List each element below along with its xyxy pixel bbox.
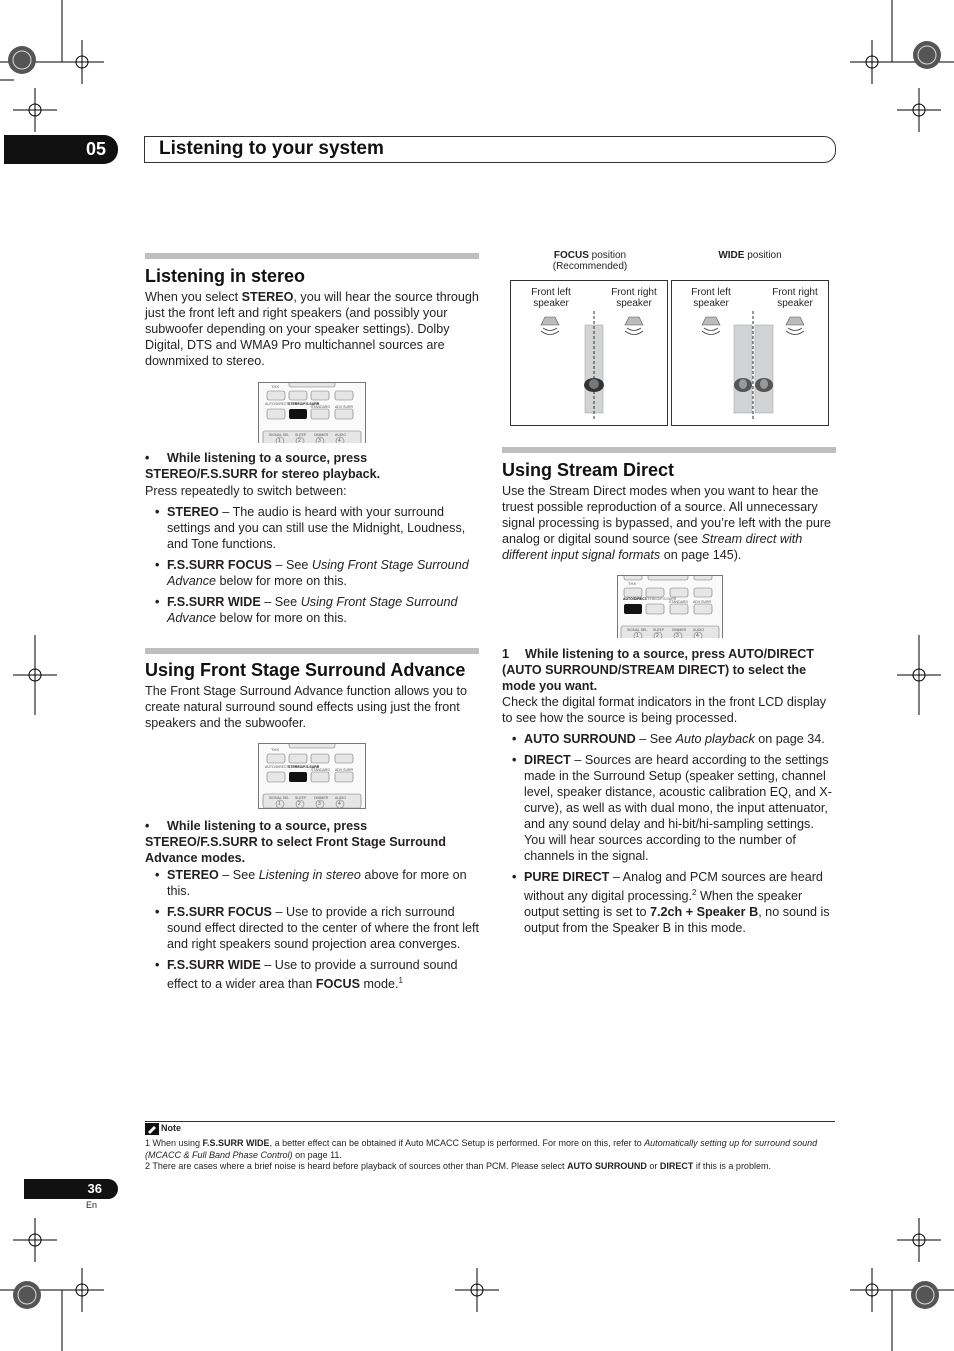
remote-num-4: 4 — [696, 633, 699, 638]
left-column — [145, 253, 479, 997]
chapter-number-tab — [4, 135, 118, 164]
front-right-speaker-label: Front right speaker — [611, 287, 657, 309]
list-item: • DIRECT – Sources are heard according to the settings made in the Surround Setup (speaker setting, channel level, speaker distance, acoustic calibration EQ, and X-curve), as well as with dual mono, the input attenuator, and any sound delay and hi-bit/hi-sampling settings. You will hear sources according to the number of channels in the signal. — [502, 752, 836, 864]
remote-label-signal-sel: SIGNAL SEL — [269, 433, 290, 437]
note-1: 1 When using F.S.SURR WIDE, a better effect can be obtained if Auto MCACC Setup is performed. For more on this, refer to Automatically setting up for surround sound (MCACC & Full Band Phase Control) on page 11. — [145, 1138, 818, 1160]
remote-label-auto-direct: AUTO/DIRECT — [265, 765, 289, 769]
remote-label-standard: STANDARD — [311, 405, 330, 409]
focus-position-label: FOCUS position (Recommended) — [552, 250, 628, 272]
remote-num-4: 4 — [338, 438, 341, 443]
remote-label-standard: STANDARD — [669, 600, 688, 604]
remote-num-2: 2 — [298, 438, 301, 443]
section-title-stream-direct: Using Stream Direct — [502, 460, 675, 480]
remote-num-1: 1 — [636, 633, 639, 638]
remote-label-adv-surr: ADV SURR — [335, 405, 354, 409]
remote-label-sleep: SLEEP — [653, 628, 665, 632]
remote-num-1: 1 — [278, 438, 281, 443]
remote-num-3: 3 — [318, 801, 321, 807]
section-bar — [145, 648, 479, 654]
language-code: En — [86, 1200, 98, 1210]
remote-label-dimmer: DIMMER — [314, 796, 329, 800]
fssa-step: • While listening to a source, press STEREO/F.S.SURR to select Front Stage Surround Advance modes. — [145, 819, 446, 865]
focus-position-diagram — [510, 280, 668, 426]
wide-position-label: WIDE position — [718, 250, 782, 261]
list-item: • AUTO SURROUND – See Auto playback on page 34. — [502, 731, 836, 747]
front-left-speaker-label: Front left speaker — [691, 287, 731, 309]
stereo-bullets — [145, 504, 479, 626]
list-item: • STEREO – The audio is heard with your surround settings and you can still use the Midnight, Loudness, and Tone functions. — [145, 504, 479, 552]
front-left-speaker-label: Front left speaker — [531, 287, 571, 309]
remote-label-audio: AUDIO — [693, 628, 705, 632]
fssa-bullets — [145, 867, 479, 992]
section-title-fssa: Using Front Stage Surround Advance — [145, 660, 466, 680]
remote-label-adv-surr: ADV SURR — [693, 600, 712, 604]
notes-rule — [145, 1121, 835, 1122]
remote-label-dimmer: DIMMER — [672, 628, 687, 632]
list-item: • PURE DIRECT – Analog and PCM sources are heard without any digital processing.$^2$ When the speaker output setting is set to 7.2ch + Speaker B, no sound is output from the Speaker B in this mode. — [502, 869, 836, 936]
chapter-number: 05 — [85, 139, 106, 159]
remote-label-dimmer: DIMMER — [314, 433, 329, 437]
chapter-title-bar — [144, 136, 836, 163]
speaker-sound-diagram — [672, 281, 828, 425]
list-item: • F.S.SURR FOCUS – See Using Front Stage Surround Advance below for more on this. — [145, 557, 479, 589]
remote-label-standard: STANDARD — [311, 768, 330, 772]
remote-num-3: 3 — [676, 633, 679, 638]
list-item: • F.S.SURR WIDE – See Using Front Stage Surround Advance below for more on this. — [145, 594, 479, 626]
note-heading: Note — [145, 1123, 837, 1135]
list-item: • STEREO – See Listening in stereo above for more on this. — [145, 867, 479, 899]
notes — [145, 1123, 837, 1173]
fssa-intro: The Front Stage Surround Advance function allows you to create natural surround sound effects using just the front speakers and the subwoofer. — [145, 684, 468, 730]
remote-num-4: 4 — [338, 801, 341, 807]
speaker-sound-diagram — [511, 281, 667, 425]
remote-control-illustration — [258, 743, 366, 809]
remote-label-thx: THX — [271, 747, 279, 752]
stream-bullets — [502, 731, 836, 936]
remote-label-thx: THX — [628, 581, 636, 586]
remote-label-auto-direct: AUTO/DIRECT — [623, 597, 647, 601]
remote-num-3: 3 — [318, 438, 321, 443]
remote-label-stereo-fssurr: STEREO/F.S.SURR — [645, 597, 677, 601]
list-item: • F.S.SURR WIDE – Use to provide a surround sound effect to a wider area than FOCUS mode.$^1$ — [145, 957, 479, 992]
front-right-speaker-label: Front right speaker — [772, 287, 818, 309]
note-icon — [145, 1123, 159, 1135]
remote-label-stereo-fssurr: STEREO/F.S.SURR — [288, 402, 320, 406]
stereo-press-text: Press repeatedly to switch between: — [145, 484, 347, 498]
stereo-intro: When you select STEREO, you will hear the source through just the front left and right speakers (and possibly your subwoofer depending on your speaker settings). Dolby Digital, DTS and WMA9 Pro multichannel sources are downmixed to stereo. — [145, 290, 479, 368]
speaker-icon — [541, 317, 643, 325]
note-2: 2 There are cases where a brief noise is heard before playback of sources other than PCM. Please select AUTO SURROUND or DIRECT if this is a problem. — [145, 1161, 771, 1171]
remote-label-auto-direct: AUTO/DIRECT — [265, 402, 289, 406]
right-column — [502, 447, 836, 941]
remote-label-audio: AUDIO — [335, 433, 347, 437]
remote-control-illustration — [258, 382, 366, 443]
remote-num-2: 2 — [656, 633, 659, 638]
remote-num-1: 1 — [278, 801, 281, 807]
chapter-title: Listening to your system — [159, 138, 384, 159]
remote-num-2: 2 — [298, 801, 301, 807]
page-number-tab — [24, 1179, 118, 1199]
remote-label-adv-surr: ADV SURR — [335, 768, 354, 772]
page-number: 36 — [87, 1181, 102, 1196]
remote-label-signal-sel: SIGNAL SEL — [269, 796, 290, 800]
remote-label-stereo-fssurr: STEREO/F.S.SURR — [288, 765, 320, 769]
stream-step: 1 While listening to a source, press AUTO/DIRECT (AUTO SURROUND/STREAM DIRECT) to select the mode you want. — [502, 647, 815, 693]
stream-check-text: Check the digital format indicators in the front LCD display to see how the source is being processed. — [502, 695, 827, 725]
wide-position-diagram — [671, 280, 829, 426]
stereo-step: • While listening to a source, press STEREO/F.S.SURR for stereo playback. — [145, 451, 381, 481]
stream-intro: Use the Stream Direct modes when you want to hear the truest possible reproduction of a source. All unnecessary signal processing is bypassed, and you’re left with the pure analog or digital sound source (see Stream direct with different input signal formats on page 145). — [502, 484, 832, 562]
remote-label-sleep: SLEEP — [295, 433, 307, 437]
remote-label-thx: THX — [271, 384, 279, 389]
section-title-stereo: Listening in stereo — [145, 266, 306, 286]
remote-label-sleep: SLEEP — [295, 796, 307, 800]
remote-control-illustration — [617, 575, 723, 638]
section-bar — [145, 253, 479, 259]
remote-label-audio: AUDIO — [335, 796, 347, 800]
remote-label-signal-sel: SIGNAL SEL — [627, 628, 648, 632]
section-bar — [502, 447, 836, 453]
list-item: • F.S.SURR FOCUS – Use to provide a rich surround sound effect directed to the center of where the front left and right speakers sound projection area converges. — [145, 904, 479, 952]
